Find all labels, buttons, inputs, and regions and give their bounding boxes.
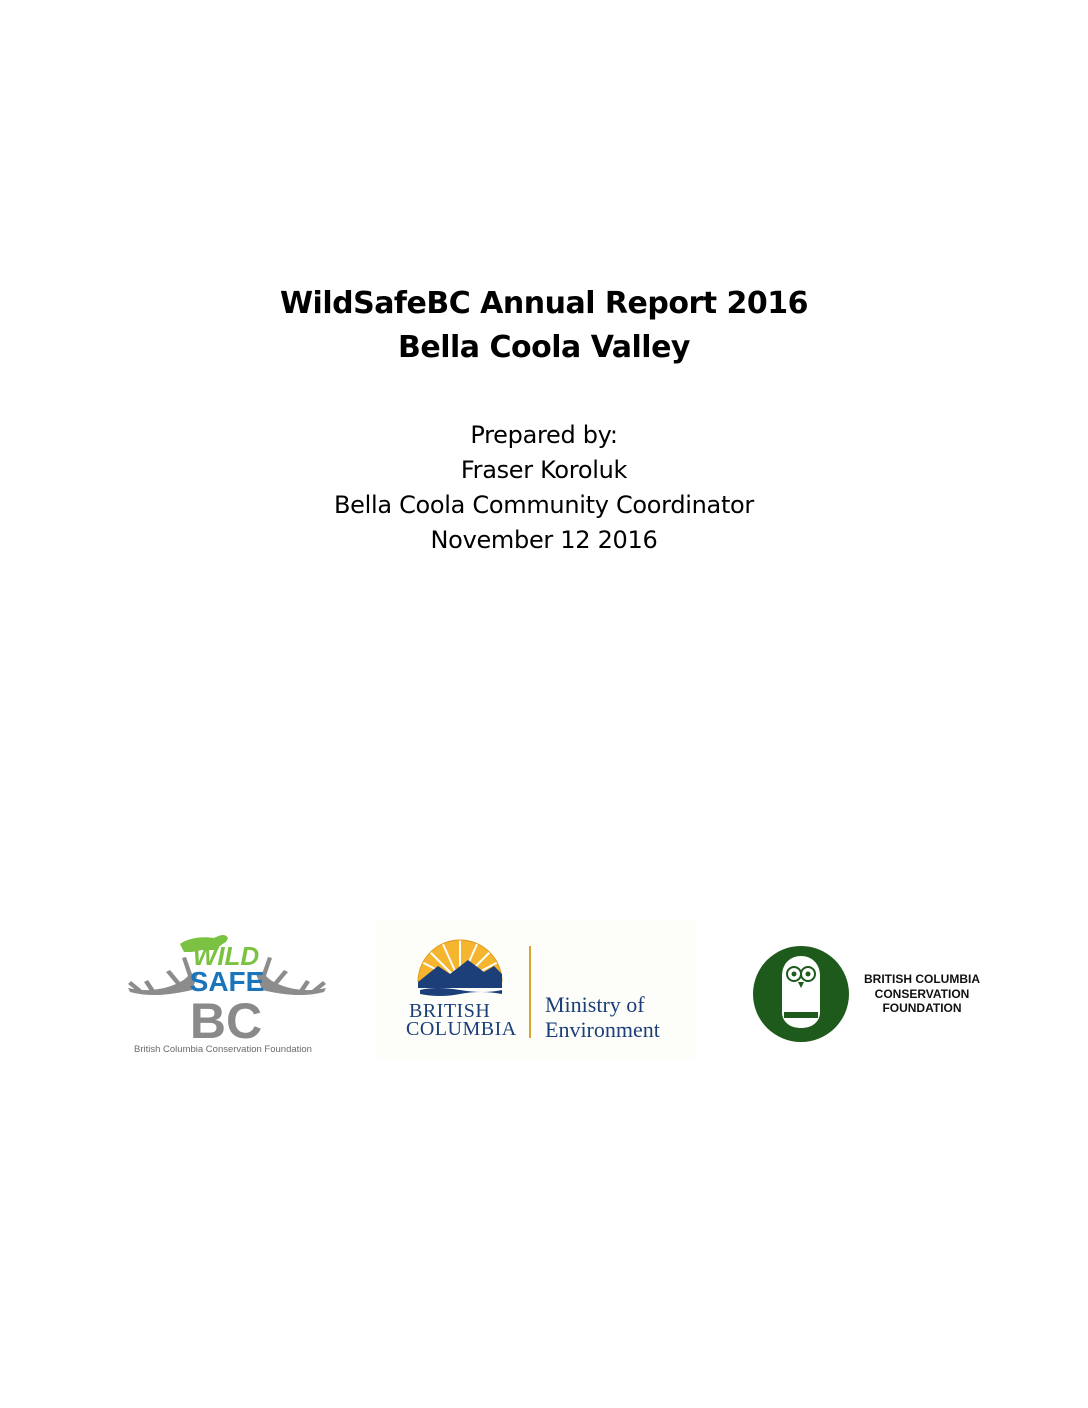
bccf-text-line-1: BRITISH COLUMBIA [864,972,980,986]
bccf-owl-icon [752,942,852,1046]
partner-logos [0,920,1088,1070]
report-title: WildSafeBC Annual Report 2016 [279,286,809,321]
report-title-block [0,282,1088,370]
wildsafebc-caption: British Columbia Conservation Foundation [134,1044,312,1055]
bccf-text-line-2: CONSERVATION [874,986,970,1001]
ministry-of-label: Ministry of [545,992,645,1017]
bccf-text-line-3: FOUNDATION [882,1001,962,1015]
bc-logo-divider [529,946,531,1038]
wildsafebc-logo-graphic [122,928,332,1043]
bc-word-columbia: COLUMBIA [406,1018,517,1040]
bc-word-british: BRITISH [409,1000,491,1022]
bc-government-logo [376,920,696,1060]
svg-text:WILD: WILD [192,941,260,971]
environment-label: Environment [545,1017,660,1042]
report-date: November 12 2016 [430,526,658,554]
prepared-by-label: Prepared by: [470,421,618,449]
author-name: Fraser Koroluk [460,456,628,484]
author-role: Bella Coola Community Coordinator [333,491,754,519]
svg-text:SAFE: SAFE [189,966,265,997]
wildsafebc-logo [122,928,332,1068]
bccf-logo [752,942,992,1046]
report-subtitle: Bella Coola Valley [398,330,690,365]
prepared-by-block [0,418,1088,558]
svg-text:BC: BC [189,993,263,1043]
